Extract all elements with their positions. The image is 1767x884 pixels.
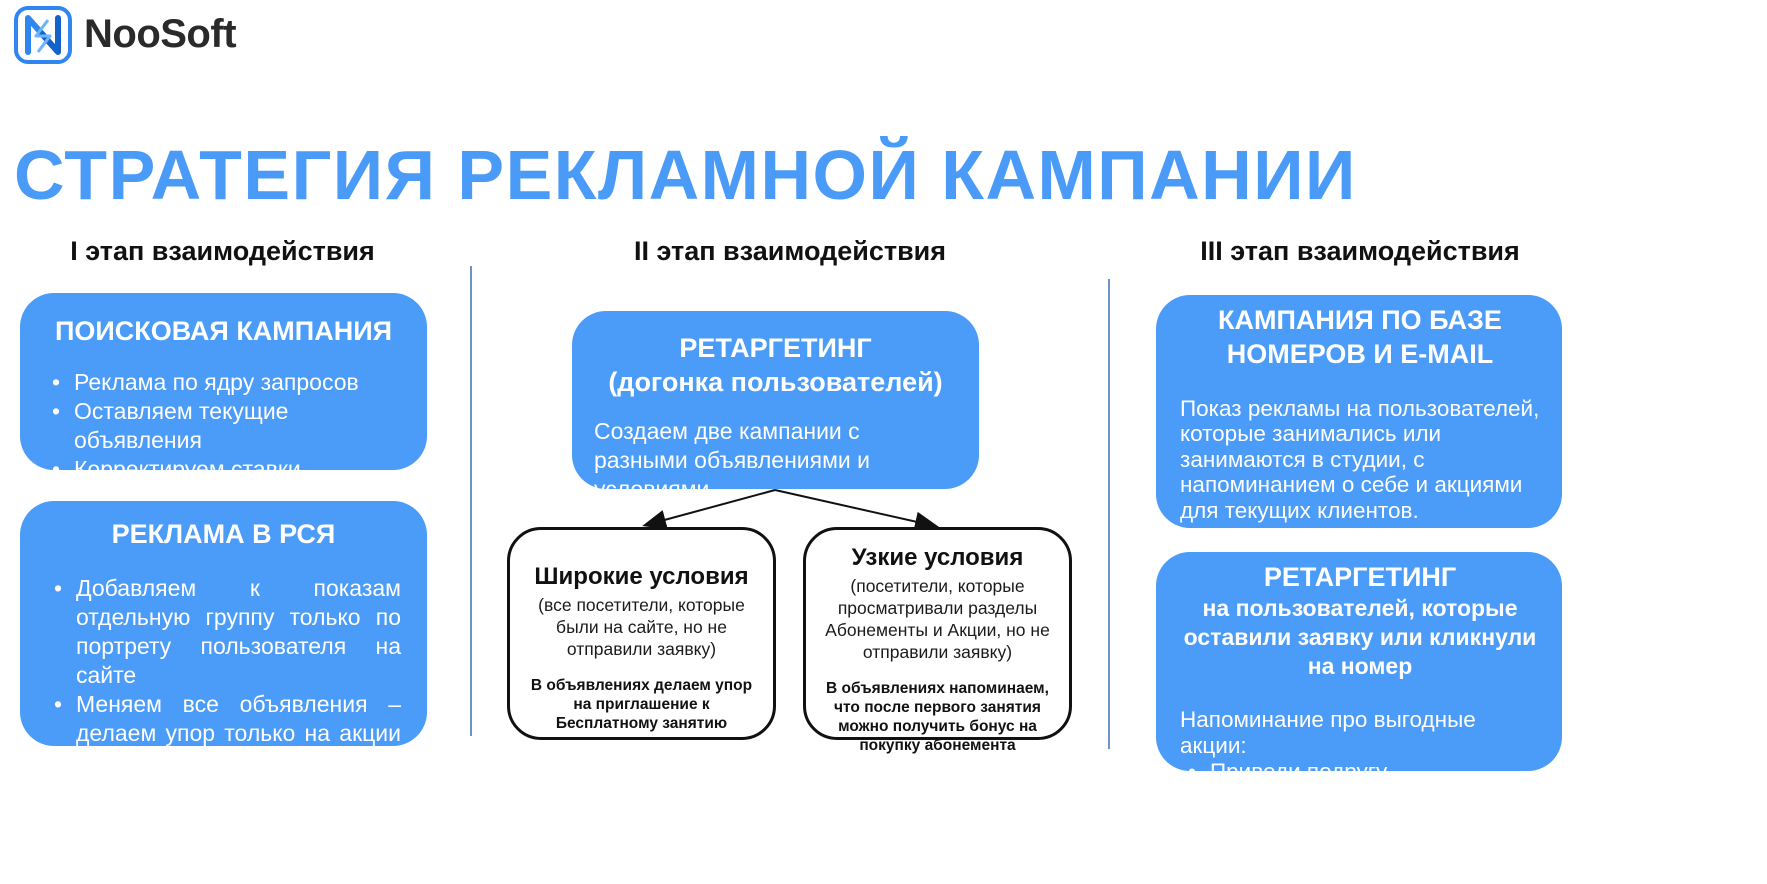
stage-3-heading: III этап взаимодействия <box>1200 236 1520 266</box>
narrow-conditions-note: В объявлениях напоминаем, что после первого занятия можно получить бонус на покупку абонемента <box>826 680 1049 754</box>
wide-conditions-box <box>507 527 776 740</box>
retargeting-title: РЕТАРГЕТИНГ <box>679 333 872 363</box>
arrow-to-wide <box>646 490 775 525</box>
stage-2-heading: II этап взаимодействия <box>633 236 947 266</box>
stage-1-heading: I этап взаимодействия <box>70 236 375 266</box>
wide-conditions-desc: (все посетители, которые были на сайте, но не отправили заявку) <box>538 595 745 659</box>
brand-name: NooSoft <box>84 12 237 56</box>
retargeting-text: Создаем две кампании с разными объявлениями и условиями <box>594 417 870 502</box>
search-campaign-title: ПОИСКОВАЯ КАМПАНИЯ <box>54 316 393 346</box>
retargeting-2-title: РЕТАРГЕТИНГ <box>1263 562 1457 592</box>
list-item: • Меняем все объявления – делаем упор только на акции для привлечения внимания <box>76 690 401 777</box>
narrow-conditions-box <box>803 527 1072 754</box>
retargeting-2-list <box>1180 759 1540 811</box>
retargeting-subtitle: (догонка пользователей) <box>608 366 943 397</box>
narrow-conditions-desc: (посетители, которые просматривали разделы Абонементы и Акции, но не отправили заявку) <box>825 576 1050 662</box>
retargeting-2-text: Напоминание про выгодные акции: <box>1180 706 1476 758</box>
list-item: • Оставь отзыв <box>1210 785 1540 811</box>
base-campaign-card <box>1156 295 1562 528</box>
retargeting-2-subtitle: на пользователей, которые оставили заявку или кликнули на номер <box>1183 594 1537 679</box>
wide-conditions-title: Широкие условия <box>534 563 749 590</box>
list-item: • Реклама по ядру запросов <box>74 368 403 397</box>
rsya-title: РЕКЛАМА В РСЯ <box>111 519 336 549</box>
list-item: • Оставляем текущие объявления <box>74 397 403 455</box>
wide-conditions-note: В объявлениях делаем упор на приглашение к Бесплатному занятию <box>530 677 753 732</box>
base-campaign-text: Показ рекламы на пользователей, которые занимались или занимаются в студии, с напоминанием о себе и акциями для текущих клиентов. <box>1180 395 1540 523</box>
retargeting-2-card <box>1156 552 1562 810</box>
list-item: • Приведи подругу <box>1210 759 1540 785</box>
page-title: СТРАТЕГИЯ РЕКЛАМНОЙ КАМПАНИИ <box>14 136 1357 214</box>
arrow-to-narrow <box>775 490 935 526</box>
list-item: • Корректируем ставки <box>74 455 403 484</box>
base-campaign-title: КАМПАНИЯ ПО БАЗЕ НОМЕРОВ И E-MAIL <box>1218 305 1502 369</box>
list-item: • Добавляем к показам отдельную группу только по портрету пользователя на сайте <box>76 574 401 690</box>
narrow-conditions-title: Узкие условия <box>851 544 1024 571</box>
